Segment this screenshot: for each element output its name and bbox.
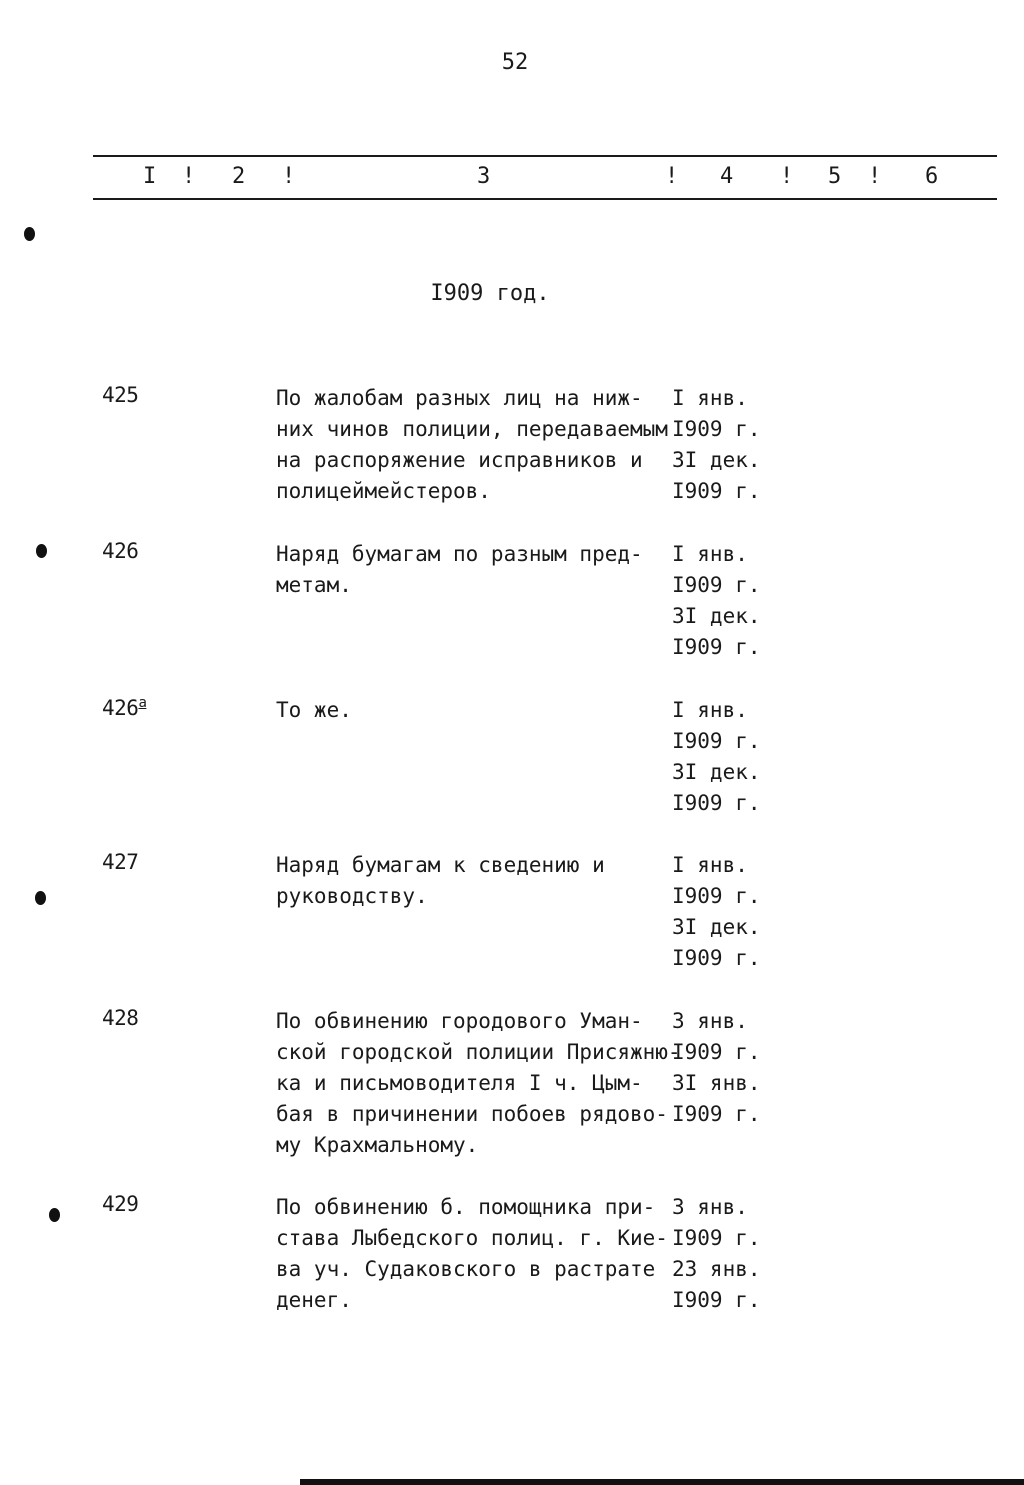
table-header-bottom-rule bbox=[93, 198, 997, 200]
entry-number bbox=[102, 695, 146, 720]
entry-description: Наряд бумагам к сведению и руководству. bbox=[276, 853, 605, 908]
column-number-4: 4 bbox=[720, 164, 734, 189]
entry-dates: I янв. I909 г. 3I дек. I909 г. bbox=[672, 386, 761, 503]
entry-description: То же. bbox=[276, 698, 352, 722]
entry-number-main: 426 bbox=[102, 696, 139, 720]
column-number-1: I bbox=[143, 164, 157, 189]
entry-dates: I янв. I909 г. 3I дек. I909 г. bbox=[672, 853, 761, 970]
entry-number: 425 bbox=[102, 383, 139, 407]
punch-hole-mark bbox=[35, 891, 46, 905]
column-separator: ! bbox=[868, 164, 882, 189]
column-number-5: 5 bbox=[828, 164, 842, 189]
table-header-top-rule bbox=[93, 155, 997, 157]
entry-dates: 3 янв. I909 г. 23 янв. I909 г. bbox=[672, 1195, 761, 1312]
entry-number: 428 bbox=[102, 1006, 139, 1030]
entry-dates: I янв. I909 г. 3I дек. I909 г. bbox=[672, 698, 761, 815]
year-heading: I909 год. bbox=[430, 281, 550, 306]
punch-hole-mark bbox=[24, 227, 35, 241]
punch-hole-mark bbox=[49, 1208, 60, 1222]
column-separator: ! bbox=[182, 164, 196, 189]
entry-number-suffix: а bbox=[138, 695, 147, 711]
page-number: 52 bbox=[501, 50, 529, 75]
punch-hole-mark bbox=[36, 544, 47, 558]
column-number-6: 6 bbox=[925, 164, 939, 189]
entry-dates: I янв. I909 г. 3I дек. I909 г. bbox=[672, 542, 761, 659]
column-number-2: 2 bbox=[232, 164, 246, 189]
entry-number: 427 bbox=[102, 850, 139, 874]
entry-number: 429 bbox=[102, 1192, 139, 1216]
entry-dates: 3 янв. I909 г. 3I янв. I909 г. bbox=[672, 1009, 761, 1126]
column-separator: ! bbox=[665, 164, 679, 189]
scan-edge-shadow bbox=[300, 1479, 1024, 1485]
entry-description: Наряд бумагам по разным пред- метам. bbox=[276, 542, 643, 597]
entry-description: По обвинению б. помощника при- става Лыбедского полиц. г. Кие- ва уч. Судаковского в растрате денег. bbox=[276, 1195, 668, 1312]
column-separator: ! bbox=[282, 164, 296, 189]
entry-number: 426 bbox=[102, 539, 139, 563]
entry-description: По жалобам разных лиц на ниж- них чинов полиции, передаваемым на распоряжение исправников и полицеймейстеров. bbox=[276, 386, 668, 503]
column-separator: ! bbox=[780, 164, 794, 189]
column-number-3: 3 bbox=[477, 164, 491, 189]
entry-description: По обвинению городового Уман- ской городской полиции Присяжню- ка и письмоводителя I ч. Цым- бая в причинении побоев рядово- му Крахмальному. bbox=[276, 1009, 681, 1157]
